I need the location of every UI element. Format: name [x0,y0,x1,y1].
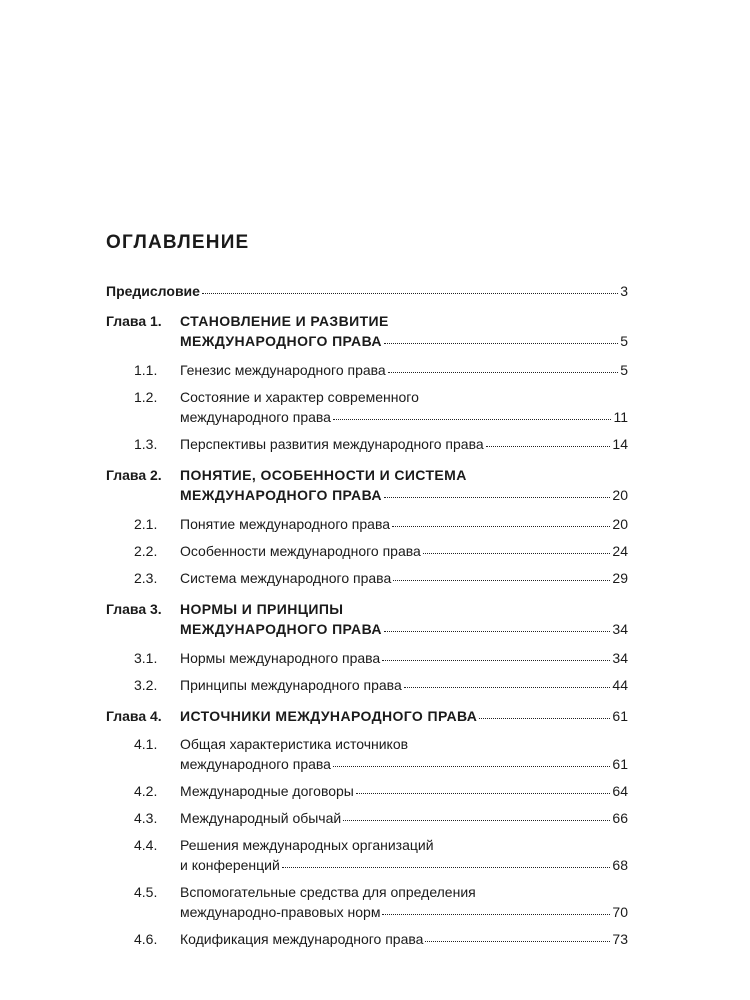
toc-entry-section [106,541,628,561]
page-number: 61 [612,756,628,772]
dot-leader [356,782,611,796]
page-number: 5 [620,362,628,378]
section-number: 3.1. [134,650,158,666]
toc-entry-section [106,734,628,774]
toc-entry-section [106,882,628,922]
toc-entry-chapter [106,599,628,639]
page-title: ОГЛАВЛЕНИЕ [106,232,250,253]
section-number: 4.6. [134,931,158,947]
entry-title: Генезис международного права [180,362,386,378]
entry-title: Вспомогательные средства для определения [180,884,476,900]
page-number: 70 [612,904,628,920]
page-number: 73 [612,931,628,947]
page-number: 61 [612,708,628,724]
toc-entry-section [106,835,628,875]
toc-entry-section [106,434,628,454]
entry-title: НОРМЫ И ПРИНЦИПЫ [180,601,344,617]
toc-entry-section [106,781,628,801]
section-number: 4.4. [134,837,158,853]
page-number: 14 [612,436,628,452]
entry-title: Общая характеристика источников [180,736,409,752]
dot-leader [382,903,610,917]
dot-leader [202,282,618,296]
entry-title: Международные договоры [180,783,354,799]
section-number: 4.1. [134,736,158,752]
page-number: 29 [612,570,628,586]
page-number: 34 [612,621,628,637]
entry-title: ПОНЯТИЕ, ОСОБЕННОСТИ И СИСТЕМА [180,467,467,483]
toc-entry-chapter [106,465,628,505]
section-number: 1.1. [134,362,158,378]
entry-title: Решения международных организаций [180,837,434,853]
section-number: 1.2. [134,389,158,405]
dot-leader [343,809,610,823]
toc-entry-section [106,675,628,695]
page-number: 64 [612,783,628,799]
section-number: 4.3. [134,810,158,826]
entry-title: и конференций [180,857,280,873]
entry-title: ИСТОЧНИКИ МЕЖДУНАРОДНОГО ПРАВА [180,708,478,724]
page-number: 66 [612,810,628,826]
section-number: 2.1. [134,516,158,532]
toc-entry-section [106,648,628,668]
section-number: 2.3. [134,570,158,586]
dot-leader [384,486,611,500]
dot-leader [393,569,610,583]
entry-title: МЕЖДУНАРОДНОГО ПРАВА [180,621,382,637]
entry-title: Международный обычай [180,810,342,826]
toc-entry-chapter [106,311,628,351]
entry-title: международного права [180,409,331,425]
page-number: 11 [613,409,628,425]
page-number: 44 [612,677,628,693]
dot-leader [282,856,611,870]
section-number: 4.5. [134,884,158,900]
page-number: 68 [612,857,628,873]
entry-title: Нормы международного права [180,650,381,666]
dot-leader [392,515,610,529]
dot-leader [425,930,610,944]
dot-leader [404,676,611,690]
toc-entry-section [106,808,628,828]
dot-leader [423,542,611,556]
section-number: 2.2. [134,543,158,559]
page-number: 3 [620,283,628,299]
entry-title: МЕЖДУНАРОДНОГО ПРАВА [180,487,382,503]
entry-title: СТАНОВЛЕНИЕ И РАЗВИТИЕ [180,313,389,329]
toc-entry-section [106,514,628,534]
toc-entry-section [106,387,628,427]
page-number: 24 [612,543,628,559]
entry-title: Система международного права [180,570,392,586]
entry-title: МЕЖДУНАРОДНОГО ПРАВА [180,333,382,349]
dot-leader [333,755,610,769]
dot-leader [384,332,618,346]
entry-title: Предисловие [106,283,200,299]
entry-title: Понятие международного права [180,516,391,532]
chapter-number: Глава 3. [106,601,162,617]
page-number: 34 [612,650,628,666]
dot-leader [479,707,610,721]
entry-title: Особенности международного права [180,543,421,559]
toc-entry-preface [106,281,628,301]
dot-leader [384,620,611,634]
dot-leader [388,361,618,375]
toc-entry-chapter [106,706,628,726]
page-number: 5 [620,333,628,349]
entry-title: Кодификация международного права [180,931,424,947]
entry-title: Состояние и характер современного [180,389,419,405]
section-number: 4.2. [134,783,158,799]
entry-title: международно-правовых норм [180,904,381,920]
entry-title: Принципы международного права [180,677,402,693]
entry-title: международного права [180,756,331,772]
section-number: 1.3. [134,436,158,452]
toc-entry-section [106,929,628,949]
chapter-number: Глава 1. [106,313,162,329]
dot-leader [333,408,612,422]
entry-title: Перспективы развития международного права [180,436,484,452]
chapter-number: Глава 2. [106,467,162,483]
page-number: 20 [612,487,628,503]
page-number: 20 [612,516,628,532]
dot-leader [382,649,610,663]
toc-entry-section [106,568,628,588]
toc-entry-section [106,360,628,380]
chapter-number: Глава 4. [106,708,162,724]
section-number: 3.2. [134,677,158,693]
dot-leader [486,435,611,449]
